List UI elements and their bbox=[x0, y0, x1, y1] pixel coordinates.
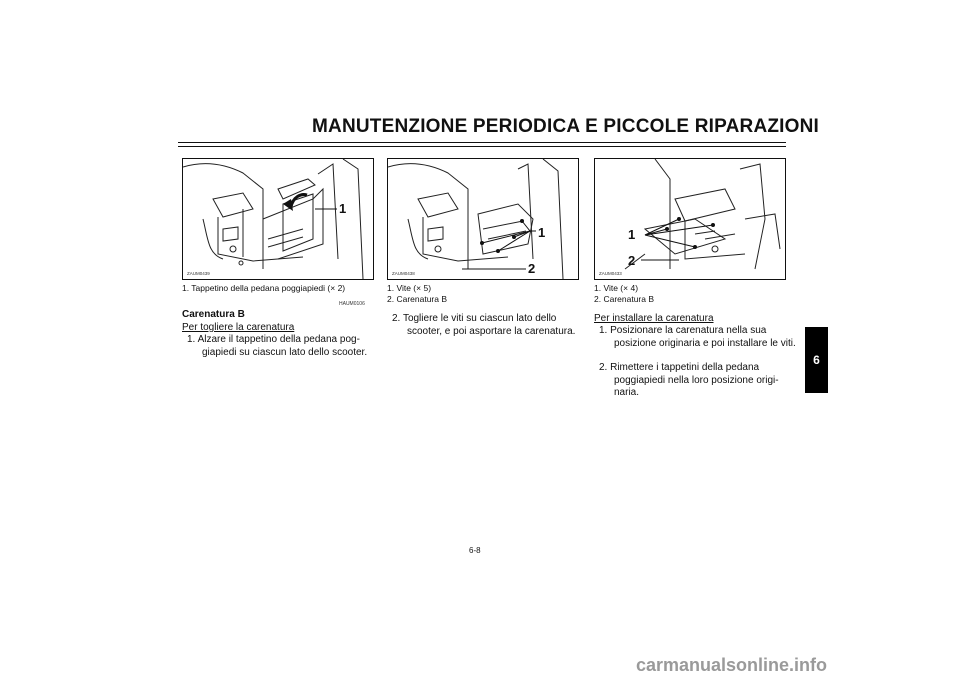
callout-2: 2 bbox=[628, 253, 636, 268]
reference-code: HAUM0106 bbox=[339, 301, 365, 307]
scooter-footboard-drawing bbox=[183, 159, 373, 279]
page-title: MANUTENZIONE PERIODICA E PICCOLE RIPARAZIONI bbox=[312, 116, 820, 137]
figure-code: ZAUM0438 bbox=[392, 271, 415, 276]
figure-caption: 1. Vite (× 5) bbox=[387, 283, 432, 293]
callout-1: 1 bbox=[339, 201, 347, 216]
callout-2: 2 bbox=[528, 261, 536, 276]
figure-code: ZAUM0439 bbox=[187, 271, 210, 276]
figure-code: ZAUM0433 bbox=[599, 271, 622, 276]
figure-caption: 2. Carenatura B bbox=[594, 294, 655, 304]
install-subheading: Per installare la carenatura bbox=[594, 313, 714, 324]
removal-step-1: 1. Alzare il tappetino della pedana pog- giapiedi su ciascun lato dello scooter. bbox=[187, 334, 368, 358]
install-step-2: 2. Rimettere i tappetini della pedana poggiapiedi nella loro posizione origi- naria. bbox=[599, 362, 779, 398]
chapter-tab: 6 bbox=[805, 327, 828, 393]
figure-caption: 1. Tappetino della pedana poggiapiedi (× 2) bbox=[182, 283, 346, 293]
figure-screws-panel-b bbox=[387, 158, 579, 280]
section-heading: Carenatura B bbox=[182, 309, 245, 320]
removal-subheading: Per togliere la carenatura bbox=[182, 322, 295, 333]
page-number: 6-8 bbox=[469, 546, 481, 555]
removal-step-2: 2. Togliere le viti su ciascun lato dello scooter, e poi asportare la carenatura. bbox=[392, 313, 576, 337]
figure-install-panel-b bbox=[594, 158, 786, 280]
watermark: carmanualsonline.info bbox=[636, 655, 828, 675]
figure-caption: 2. Carenatura B bbox=[387, 294, 448, 304]
header-rule bbox=[178, 142, 786, 143]
callout-1: 1 bbox=[538, 225, 546, 240]
scooter-panel-b-install-drawing bbox=[595, 159, 785, 279]
install-step-1: 1. Posizionare la carenatura nella sua posizione originaria e poi installare le viti. bbox=[599, 325, 796, 349]
callout-1: 1 bbox=[628, 227, 636, 242]
header-rule bbox=[178, 146, 786, 147]
figure-caption: 1. Vite (× 4) bbox=[594, 283, 639, 293]
scooter-panel-b-drawing bbox=[388, 159, 578, 279]
figure-footboard-mat bbox=[182, 158, 374, 280]
